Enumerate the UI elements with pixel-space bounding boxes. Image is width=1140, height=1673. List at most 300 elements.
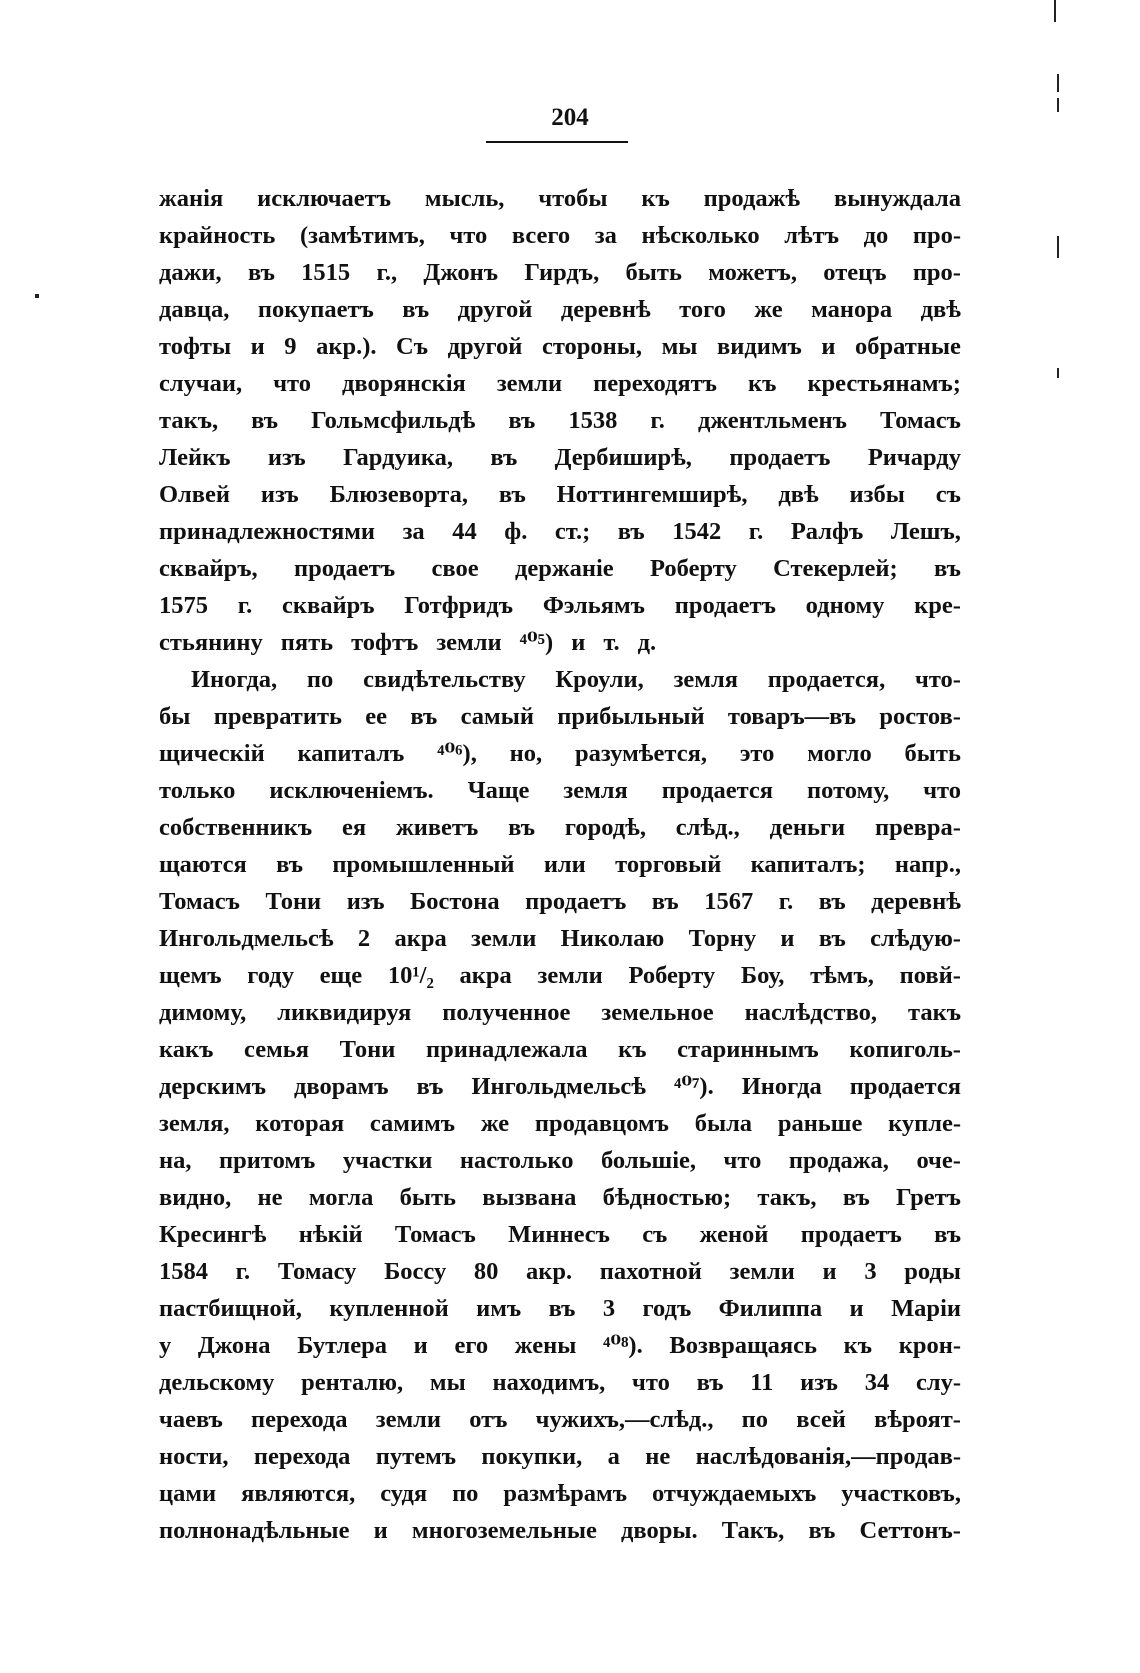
- word: къ: [641, 185, 670, 212]
- word: въ: [508, 814, 535, 841]
- text-line: [159, 661, 961, 698]
- word: Кроули,: [555, 666, 644, 693]
- word: потому,: [807, 777, 890, 804]
- word: отчуждаемыхъ: [651, 1480, 817, 1507]
- word: Торну: [688, 925, 757, 952]
- word: могло: [807, 740, 872, 767]
- word: г.: [237, 592, 253, 619]
- word: Томасъ: [159, 888, 240, 915]
- word: за: [594, 222, 617, 249]
- word: перехода: [251, 1406, 348, 1433]
- word: слѣдую-: [870, 925, 961, 952]
- word: 44: [452, 518, 477, 545]
- word: одному: [805, 592, 885, 619]
- word: 34: [864, 1369, 890, 1396]
- word: раньше: [777, 1110, 863, 1137]
- word: живетъ: [395, 814, 479, 841]
- word: имъ: [476, 1295, 522, 1322]
- word: ⁴⁰⁶),: [437, 740, 477, 767]
- word: свидѣтельству: [363, 666, 526, 693]
- word: семья: [244, 1036, 309, 1063]
- word: Ричарду: [867, 444, 961, 471]
- word: г.: [778, 888, 794, 915]
- word: роды: [904, 1258, 961, 1285]
- word: дельскому: [159, 1369, 275, 1396]
- word: пахотной: [599, 1258, 702, 1285]
- word: ности,: [159, 1443, 229, 1470]
- word: земельное: [601, 999, 714, 1026]
- word: ликвидируя: [277, 999, 412, 1026]
- word: его: [454, 1332, 489, 1359]
- word: полнонадѣльные: [159, 1517, 350, 1544]
- word: такъ: [908, 999, 961, 1026]
- word: Фэльямъ: [542, 592, 645, 619]
- word: судя: [380, 1480, 428, 1507]
- word: чужихъ,—слѣд.,: [535, 1406, 714, 1433]
- word: г.: [748, 518, 764, 545]
- word: у: [159, 1332, 172, 1359]
- word: бѣдностью;: [602, 1184, 732, 1211]
- text-line: [159, 994, 961, 1031]
- word: которая: [255, 1110, 345, 1137]
- word: что: [923, 777, 961, 804]
- word: 1575: [159, 592, 208, 619]
- word: отецъ: [823, 259, 887, 286]
- word: ренталю,: [301, 1369, 404, 1396]
- word: сквайръ,: [159, 555, 258, 582]
- word: являются,: [241, 1480, 356, 1507]
- word: стороны,: [541, 333, 643, 360]
- word: купле-: [888, 1110, 961, 1137]
- text-line: [159, 1142, 961, 1179]
- word: кре-: [914, 592, 961, 619]
- word: 1584: [159, 1258, 208, 1285]
- word: по: [306, 666, 334, 693]
- text-line: [159, 1179, 961, 1216]
- word: Томасъ: [394, 1221, 476, 1248]
- word: купленной: [329, 1295, 449, 1322]
- word: но,: [509, 740, 543, 767]
- word: д.: [637, 629, 657, 656]
- word: лѣтъ: [784, 222, 839, 249]
- word: наслѣдованія,—продав-: [695, 1443, 961, 1470]
- word: или: [543, 851, 586, 878]
- word: Сеттонъ-: [859, 1517, 961, 1544]
- text-line: [159, 1253, 961, 1290]
- text-line: [159, 291, 961, 328]
- word: къ: [748, 370, 777, 397]
- word: тофты: [159, 333, 232, 360]
- text-line: [159, 624, 961, 661]
- word: городѣ,: [564, 814, 646, 841]
- word: продаетъ: [294, 555, 396, 582]
- word: земля,: [159, 1110, 230, 1137]
- word: акра: [394, 925, 447, 952]
- word: 10¹/₂: [387, 962, 434, 989]
- text-line: [159, 180, 961, 217]
- word: Лейкъ: [159, 444, 231, 471]
- word: жанія: [159, 185, 224, 212]
- word: покупаетъ: [257, 296, 374, 323]
- word: деревнѣ: [871, 888, 961, 915]
- word: держаніе: [514, 555, 614, 582]
- word: Чаще: [467, 777, 530, 804]
- word: участковъ,: [841, 1480, 961, 1507]
- word: (замѣтимъ,: [299, 222, 425, 249]
- word: случаи,: [159, 370, 243, 397]
- text-line: [159, 809, 961, 846]
- word: въ: [548, 1295, 576, 1322]
- word: акр.).: [316, 333, 377, 360]
- word: Ингольдмельсѣ: [471, 1073, 647, 1100]
- word: щемъ: [159, 962, 222, 989]
- word: и: [250, 333, 265, 360]
- word: и: [821, 333, 836, 360]
- text-line: [159, 587, 961, 624]
- word: нѣкій: [298, 1221, 363, 1248]
- word: настолько: [459, 1147, 574, 1174]
- word: что: [449, 222, 488, 249]
- scan-speck: [1057, 98, 1059, 112]
- word: Олвей: [159, 481, 231, 508]
- word: Тони: [339, 1036, 396, 1063]
- text-line: [159, 217, 961, 254]
- word: ст.;: [554, 518, 591, 545]
- word: торговый: [615, 851, 722, 878]
- word: мы: [661, 333, 698, 360]
- word: къ: [618, 1036, 647, 1063]
- word: въ: [490, 444, 518, 471]
- word: земли: [496, 370, 563, 397]
- word: вызвана: [482, 1184, 577, 1211]
- text-line: [159, 735, 961, 772]
- word: земли: [375, 1406, 442, 1433]
- word: въ: [818, 925, 846, 952]
- word: Гардуика,: [343, 444, 453, 471]
- word: Ноттингемширѣ,: [556, 481, 748, 508]
- word: притомъ: [219, 1147, 316, 1174]
- word: Маріи: [891, 1295, 961, 1322]
- body-text: [159, 180, 961, 1549]
- word: двѣ: [920, 296, 961, 323]
- word: же: [754, 296, 783, 323]
- word: акр.: [526, 1258, 573, 1285]
- word: многоземельные: [411, 1517, 597, 1544]
- word: дворы.: [621, 1517, 698, 1544]
- word: наслѣдство,: [744, 999, 878, 1026]
- word: въ: [276, 851, 304, 878]
- word: про-: [912, 222, 961, 249]
- word: 9: [284, 333, 297, 360]
- word: принадлежностями: [159, 518, 376, 545]
- word: можетъ,: [708, 259, 797, 286]
- text-line: [159, 1364, 961, 1401]
- text-line: [159, 439, 961, 476]
- word: нѣсколько: [641, 222, 760, 249]
- word: Возвращаясь: [669, 1332, 817, 1359]
- text-line: [159, 550, 961, 587]
- word: копиголь-: [849, 1036, 961, 1063]
- word: манора: [811, 296, 893, 323]
- word: 3: [602, 1295, 616, 1322]
- word: въ: [808, 1517, 836, 1544]
- word: бы: [159, 703, 191, 730]
- word: пять: [280, 629, 334, 656]
- word: въ: [498, 481, 526, 508]
- word: Боссу: [384, 1258, 447, 1285]
- word: Боу,: [740, 962, 785, 989]
- word: того: [679, 296, 726, 323]
- word: крестьянамъ;: [807, 370, 961, 397]
- word: слѣд.,: [675, 814, 740, 841]
- word: товаръ—въ: [727, 703, 857, 730]
- word: въ: [247, 259, 275, 286]
- word: женой: [699, 1221, 769, 1248]
- word: Филиппа: [718, 1295, 823, 1322]
- word: Готфридъ: [404, 592, 514, 619]
- text-line: [159, 1290, 961, 1327]
- word: г.: [650, 407, 665, 434]
- word: быть: [904, 740, 961, 767]
- word: пастбищной,: [159, 1295, 302, 1322]
- text-line: [159, 1327, 961, 1364]
- word: дворамъ: [293, 1073, 389, 1100]
- word: быть: [399, 1184, 456, 1211]
- word: 3: [864, 1258, 877, 1285]
- word: Миннесъ: [508, 1221, 610, 1248]
- word: Лешъ,: [890, 518, 961, 545]
- word: акра: [459, 962, 512, 989]
- word: въ: [416, 1073, 444, 1100]
- word: земли: [436, 629, 502, 656]
- word: и: [571, 629, 586, 656]
- word: жены: [514, 1332, 577, 1359]
- word: другой: [447, 333, 523, 360]
- word: повй-: [899, 962, 961, 989]
- text-line: [159, 920, 961, 957]
- word: ⁴⁰⁷).: [674, 1073, 714, 1100]
- word: продавцомъ: [534, 1110, 669, 1137]
- word: цами: [159, 1480, 217, 1507]
- word: за: [402, 518, 425, 545]
- word: 80: [473, 1258, 499, 1285]
- word: еще: [319, 962, 363, 989]
- word: Иногда,: [191, 666, 278, 693]
- scan-speck: [1057, 236, 1059, 258]
- text-line: [159, 772, 961, 809]
- word: что: [632, 1369, 670, 1396]
- word: Гольмсфильдѣ: [311, 407, 476, 434]
- word: всего: [511, 222, 571, 249]
- word: въ: [651, 888, 679, 915]
- word: находимъ,: [492, 1369, 606, 1396]
- text-line: [159, 698, 961, 735]
- word: земли: [729, 1258, 795, 1285]
- word: и: [849, 1295, 864, 1322]
- word: земли: [471, 925, 537, 952]
- word: а: [607, 1443, 620, 1470]
- text-line: [159, 883, 961, 920]
- word: не: [645, 1443, 671, 1470]
- word: продается,: [767, 666, 886, 693]
- word: слу-: [915, 1369, 961, 1396]
- word: капиталъ;: [750, 851, 866, 878]
- word: самый: [460, 703, 534, 730]
- word: продажа,: [788, 1147, 889, 1174]
- word: на,: [159, 1147, 192, 1174]
- word: Джонъ: [423, 259, 499, 286]
- header-rule: [486, 141, 628, 143]
- word: дворянскія: [342, 370, 466, 397]
- word: видимъ: [716, 333, 802, 360]
- word: Стекерлей;: [773, 555, 898, 582]
- word: превратить: [213, 703, 342, 730]
- word: тофтъ: [351, 629, 419, 656]
- word: самимъ: [369, 1110, 456, 1137]
- word: такъ,: [159, 407, 219, 434]
- word: Блюзеворта,: [329, 481, 468, 508]
- word: путемъ: [375, 1443, 457, 1470]
- text-line: [159, 328, 961, 365]
- text-line: [159, 476, 961, 513]
- word: Гирдъ,: [524, 259, 600, 286]
- word: и: [822, 1258, 837, 1285]
- word: по: [452, 1480, 479, 1507]
- word: стариннымъ: [677, 1036, 819, 1063]
- word: прибыльный: [557, 703, 705, 730]
- word: дерскимъ: [159, 1073, 266, 1100]
- word: мысль,: [424, 185, 505, 212]
- word: ее: [365, 703, 388, 730]
- word: исключеніемъ.: [269, 777, 434, 804]
- word: году: [247, 962, 294, 989]
- word: съ: [935, 481, 961, 508]
- word: это: [739, 740, 775, 767]
- word: продаетъ: [800, 1221, 902, 1248]
- word: про-: [912, 259, 961, 286]
- text-line: [159, 254, 961, 291]
- word: 2: [357, 925, 371, 952]
- word: тѣмъ,: [810, 962, 874, 989]
- word: дажи,: [159, 259, 222, 286]
- word: большіе,: [600, 1147, 697, 1174]
- word: и: [413, 1332, 428, 1359]
- word: въ: [402, 296, 430, 323]
- word: по: [741, 1406, 769, 1433]
- word: продаетъ: [674, 592, 776, 619]
- word: въ: [508, 407, 536, 434]
- word: въ: [818, 888, 846, 915]
- word: Кресингѣ: [159, 1221, 267, 1248]
- word: продается: [661, 777, 774, 804]
- word: 1538: [568, 407, 618, 434]
- word: Дербиширѣ,: [554, 444, 692, 471]
- word: Съ: [396, 333, 429, 360]
- word: Томасъ: [879, 407, 961, 434]
- word: Роберту: [628, 962, 716, 989]
- word: видно,: [159, 1184, 232, 1211]
- scan-speck: [1057, 368, 1059, 378]
- word: въ: [617, 518, 645, 545]
- word: что-: [915, 666, 961, 693]
- word: крайность: [159, 222, 276, 249]
- word: всей: [796, 1406, 846, 1433]
- word: ⁴⁰⁸).: [603, 1332, 643, 1359]
- word: 1542: [672, 518, 722, 545]
- word: щаются: [159, 851, 247, 878]
- word: изъ: [267, 444, 306, 471]
- word: земля: [673, 666, 738, 693]
- word: ⁴⁰⁵): [519, 629, 554, 656]
- word: въ: [934, 1221, 961, 1248]
- word: сквайръ: [282, 592, 375, 619]
- word: ростов-: [879, 703, 961, 730]
- word: 1567: [704, 888, 754, 915]
- word: Бостона: [410, 888, 500, 915]
- word: изъ: [800, 1369, 838, 1396]
- text-line: [159, 957, 961, 994]
- word: 1515: [301, 259, 351, 286]
- word: чтобы: [538, 185, 608, 212]
- word: избы: [849, 481, 905, 508]
- scan-speck: [1057, 74, 1059, 92]
- word: продажѣ: [703, 185, 801, 212]
- word: въ: [842, 1184, 870, 1211]
- word: преврa-: [875, 814, 961, 841]
- word: напр.,: [894, 851, 961, 878]
- word: давца,: [159, 296, 230, 323]
- word: свое: [431, 555, 479, 582]
- word: и: [373, 1517, 388, 1544]
- word: щическій: [159, 740, 265, 767]
- word: что: [723, 1147, 762, 1174]
- word: отъ: [469, 1406, 508, 1433]
- word: двѣ: [778, 481, 819, 508]
- word: Ингольдмельсѣ: [159, 925, 334, 952]
- word: разумѣется,: [574, 740, 707, 767]
- word: Иногда: [741, 1073, 822, 1100]
- text-line: [159, 402, 961, 439]
- word: принадлежала: [426, 1036, 588, 1063]
- text-line: [159, 1512, 961, 1549]
- word: въ: [696, 1369, 724, 1396]
- word: Такъ,: [721, 1517, 785, 1544]
- word: Гретъ: [896, 1184, 961, 1211]
- word: Николаю: [560, 925, 665, 952]
- word: только: [159, 777, 236, 804]
- text-line: [159, 1475, 961, 1512]
- word: исключаетъ: [257, 185, 391, 212]
- word: продаетъ: [729, 444, 831, 471]
- word: оче-: [916, 1147, 961, 1174]
- word: собственникъ: [159, 814, 313, 841]
- word: деревнѣ: [560, 296, 651, 323]
- word: быть: [625, 259, 682, 286]
- word: 11: [750, 1369, 774, 1396]
- word: продаетъ: [525, 888, 627, 915]
- word: въ: [251, 407, 279, 434]
- word: такъ,: [757, 1184, 817, 1211]
- word: могла: [308, 1184, 374, 1211]
- word: Бутлера: [297, 1332, 387, 1359]
- scan-speck: [35, 294, 39, 298]
- text-line: [159, 1105, 961, 1142]
- word: крон-: [898, 1332, 961, 1359]
- word: г.: [235, 1258, 251, 1285]
- word: чаевъ: [159, 1406, 223, 1433]
- word: что: [273, 370, 311, 397]
- word: Джона: [197, 1332, 271, 1359]
